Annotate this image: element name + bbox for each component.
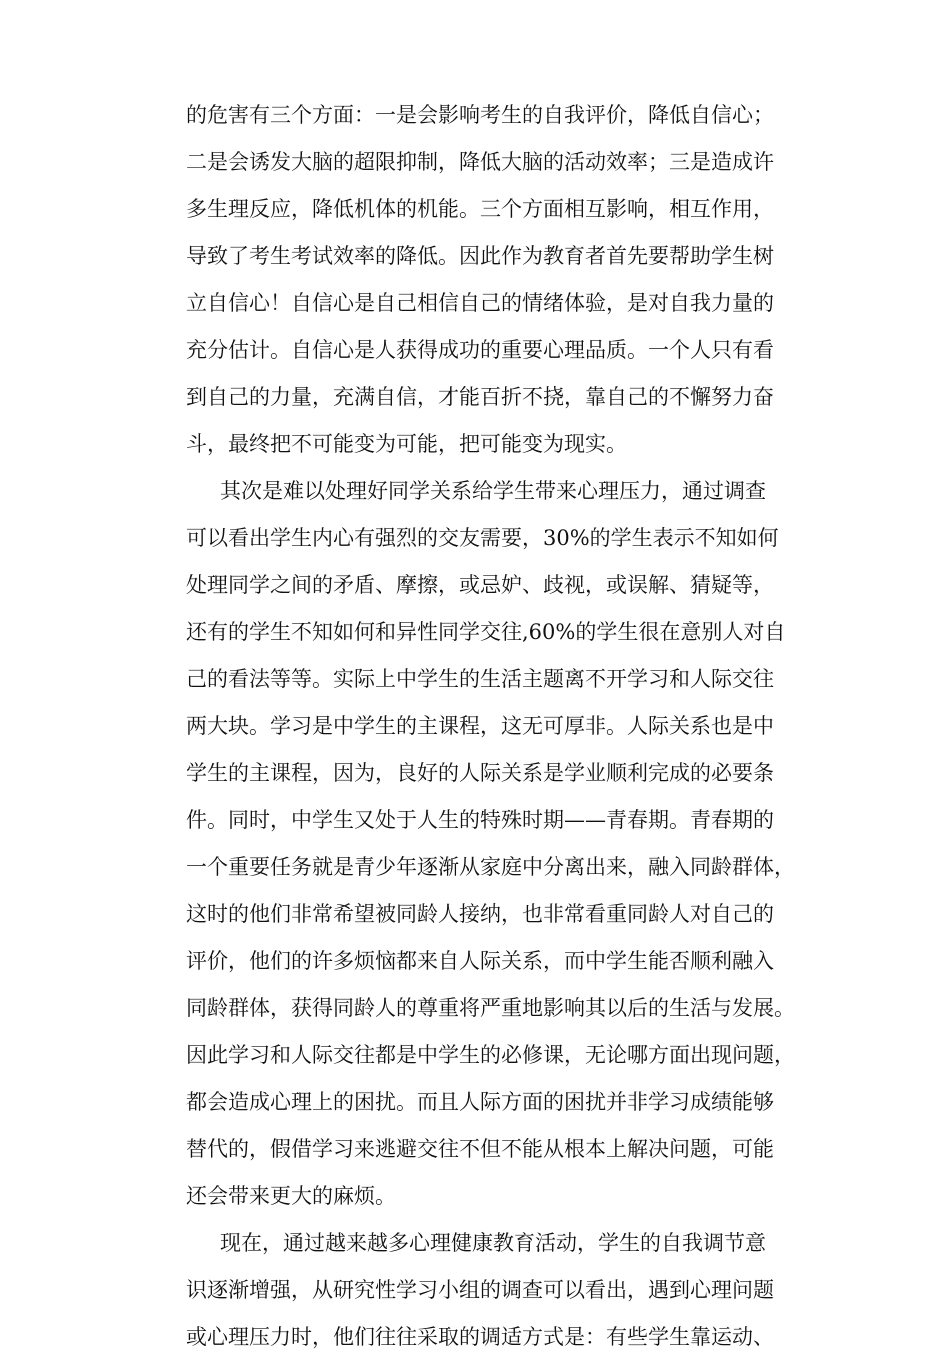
paragraph-line: 这时的他们非常希望被同龄人接纳，也非常看重同龄人对自己的 [186, 902, 774, 926]
paragraph-line: 学生的主课程，因为，良好的人际关系是学业顺利完成的必要条 [186, 761, 774, 785]
paragraph-line: 立自信心！自信心是自己相信自己的情绪体验，是对自我力量的 [186, 291, 774, 315]
paragraph-line: 两大块。学习是中学生的主课程，这无可厚非。人际关系也是中 [186, 714, 774, 738]
paragraph-line: 都会造成心理上的困扰。而且人际方面的困扰并非学习成绩能够 [186, 1090, 774, 1114]
paragraph-line: 二是会诱发大脑的超限抑制，降低大脑的活动效率；三是造成许 [186, 150, 774, 174]
paragraph-1 [186, 92, 826, 468]
paragraph-2 [186, 468, 826, 1220]
paragraph-first-line: 其次是难以处理好同学关系给学生带来心理压力，通过调查 [220, 479, 766, 503]
paragraph-line: 还会带来更大的麻烦。 [186, 1184, 396, 1208]
paragraph-line: 到自己的力量，充满自信，才能百折不挠，靠自己的不懈努力奋 [186, 385, 774, 409]
paragraph-line: 导致了考生考试效率的降低。因此作为教育者首先要帮助学生树 [186, 244, 774, 268]
paragraph-line: 的危害有三个方面：一是会影响考生的自我评价，降低自信心； [186, 103, 774, 127]
paragraph-3 [186, 1220, 826, 1361]
paragraph-line: 己的看法等等。实际上中学生的生活主题离不开学习和人际交往 [186, 667, 774, 691]
paragraph-line: 同龄群体，获得同龄人的尊重将严重地影响其以后的生活与发展。 [186, 996, 795, 1020]
paragraph-line: 处理同学之间的矛盾、摩擦，或忌妒、歧视，或误解、猜疑等， [186, 573, 774, 597]
paragraph-line: 或心理压力时，他们往往采取的调适方式是：有些学生靠运动、 [186, 1325, 774, 1349]
paragraph-first-line: 现在，通过越来越多心理健康教育活动，学生的自我调节意 [220, 1231, 766, 1255]
paragraph-line: 还有的学生不知如何和异性同学交往,60%的学生很在意别人对自 [186, 620, 786, 644]
paragraph-line: 充分估计。自信心是人获得成功的重要心理品质。一个人只有看 [186, 338, 774, 362]
paragraph-line: 识逐渐增强，从研究性学习小组的调查可以看出，遇到心理问题 [186, 1278, 774, 1302]
paragraph-line: 替代的，假借学习来逃避交往不但不能从根本上解决问题，可能 [186, 1137, 774, 1161]
paragraph-line: 斗，最终把不可能变为可能，把可能变为现实。 [186, 432, 627, 456]
document-body [186, 92, 826, 1361]
paragraph-line: 件。同时，中学生又处于人生的特殊时期——青春期。青春期的 [186, 808, 774, 832]
paragraph-line: 因此学习和人际交往都是中学生的必修课，无论哪方面出现问题， [186, 1043, 795, 1067]
paragraph-line: 一个重要任务就是青少年逐渐从家庭中分离出来，融入同龄群体， [186, 855, 795, 879]
paragraph-line: 多生理反应，降低机体的机能。三个方面相互影响，相互作用， [186, 197, 774, 221]
paragraph-line: 可以看出学生内心有强烈的交友需要，30%的学生表示不知如何 [186, 526, 779, 550]
paragraph-line: 评价，他们的许多烦恼都来自人际关系，而中学生能否顺利融入 [186, 949, 774, 973]
